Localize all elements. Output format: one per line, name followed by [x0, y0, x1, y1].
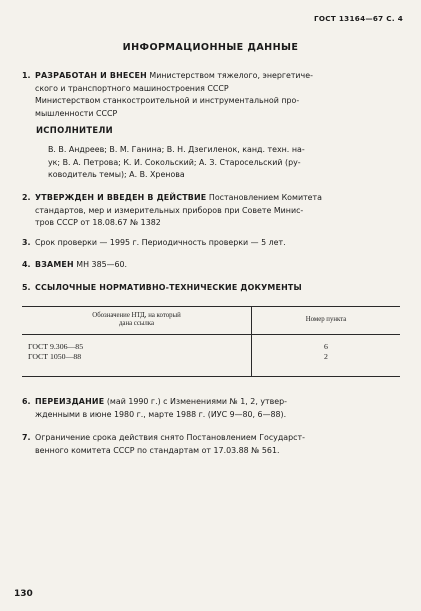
- performers-line: В. В. Андреев; В. М. Ганина; В. Н. Дзегиленок, канд. техн. на-: [48, 145, 305, 154]
- table-rule-top: [22, 306, 400, 307]
- item-number: 3.: [22, 238, 31, 247]
- table-cell-document: ГОСТ 1050—88: [28, 352, 82, 361]
- page-number: 130: [14, 589, 33, 599]
- item-line: Министерством тяжелого, энергетиче-: [149, 71, 313, 80]
- item-4-text: [35, 259, 402, 272]
- item-5-text: [35, 282, 402, 295]
- item-number: 2.: [22, 193, 31, 202]
- item-line: (май 1990 г.) с Изменениями № 1, 2, утвер-: [106, 397, 287, 406]
- item-lead: ВЗАМЕН: [35, 260, 74, 269]
- item-lead: УТВЕРЖДЕН И ВВЕДЕН В ДЕЙСТВИЕ: [35, 193, 207, 202]
- table-cell-document: ГОСТ 9.306—85: [28, 342, 84, 351]
- table-rule-bottom: [22, 376, 400, 377]
- item-line: мышленности СССР: [35, 108, 118, 118]
- table-header-clause: Номер пункта: [305, 316, 347, 323]
- item-line: ского и транспортного машиностроения СССР: [35, 83, 229, 93]
- item-line: жденными в июне 1980 г., марте 1988 г. (ИУС 9—80, 6—88).: [35, 409, 287, 419]
- item-7: [22, 432, 402, 457]
- table-cell-clause: 2: [324, 352, 328, 361]
- item-7-text: [35, 432, 402, 457]
- section-title: ИНФОРМАЦИОННЫЕ ДАННЫЕ: [122, 42, 299, 53]
- item-line: стандартов, мер и измерительных приборов при Совете Минис-: [35, 205, 304, 215]
- table-rule-header: [22, 334, 400, 335]
- item-lead: РАЗРАБОТАН И ВНЕСЕН: [35, 71, 147, 80]
- item-line: тров СССР от 18.08.67 № 1382: [35, 218, 161, 228]
- item-1: [22, 70, 402, 120]
- performers-heading: ИСПОЛНИТЕЛИ: [36, 125, 113, 135]
- item-5: [22, 282, 402, 295]
- item-lead: ССЫЛОЧНЫЕ НОРМАТИВНО-ТЕХНИЧЕСКИЕ ДОКУМЕНТЫ: [35, 283, 302, 292]
- item-4: [22, 259, 402, 272]
- item-2-text: [35, 192, 402, 230]
- table-header-text: дана ссылка: [118, 320, 155, 327]
- item-number: 5.: [22, 283, 31, 292]
- item-6-text: [35, 396, 402, 421]
- item-line: Ограничение срока действия снято Постановлением Государст-: [35, 433, 305, 442]
- item-number: 6.: [22, 397, 31, 406]
- table-header-text: Обозначение НТД, на который: [92, 312, 181, 319]
- performers-line: ук; В. А. Петрова; К. И. Сокольский; А. З. Старосельский (ру-: [48, 157, 301, 167]
- item-line: Министерством станкостроительной и инструментальной про-: [35, 96, 300, 106]
- item-lead: ПЕРЕИЗДАНИЕ: [35, 397, 105, 406]
- performers-list: [48, 144, 398, 182]
- item-line: венного комитета СССР по стандартам от 17.03.88 № 561.: [35, 445, 280, 455]
- item-6: [22, 396, 402, 421]
- item-number: 4.: [22, 260, 31, 269]
- table-cell-clause: 6: [324, 342, 328, 351]
- item-3: [22, 237, 402, 250]
- item-1-text: [35, 70, 402, 120]
- item-number: 7.: [22, 433, 31, 442]
- table-header-document: [22, 312, 251, 328]
- reference-table: [22, 306, 400, 376]
- item-3-text: Срок проверки — 1995 г. Периодичность проверки — 5 лет.: [35, 238, 286, 247]
- running-header: ГОСТ 13164—67 С. 4: [314, 14, 403, 23]
- performers-line: ководитель темы); А. В. Хренова: [48, 170, 185, 180]
- item-line: Постановлением Комитета: [208, 193, 322, 202]
- item-2: [22, 192, 402, 230]
- item-number: 1.: [22, 71, 31, 80]
- item-line: МН 385—60.: [76, 260, 128, 269]
